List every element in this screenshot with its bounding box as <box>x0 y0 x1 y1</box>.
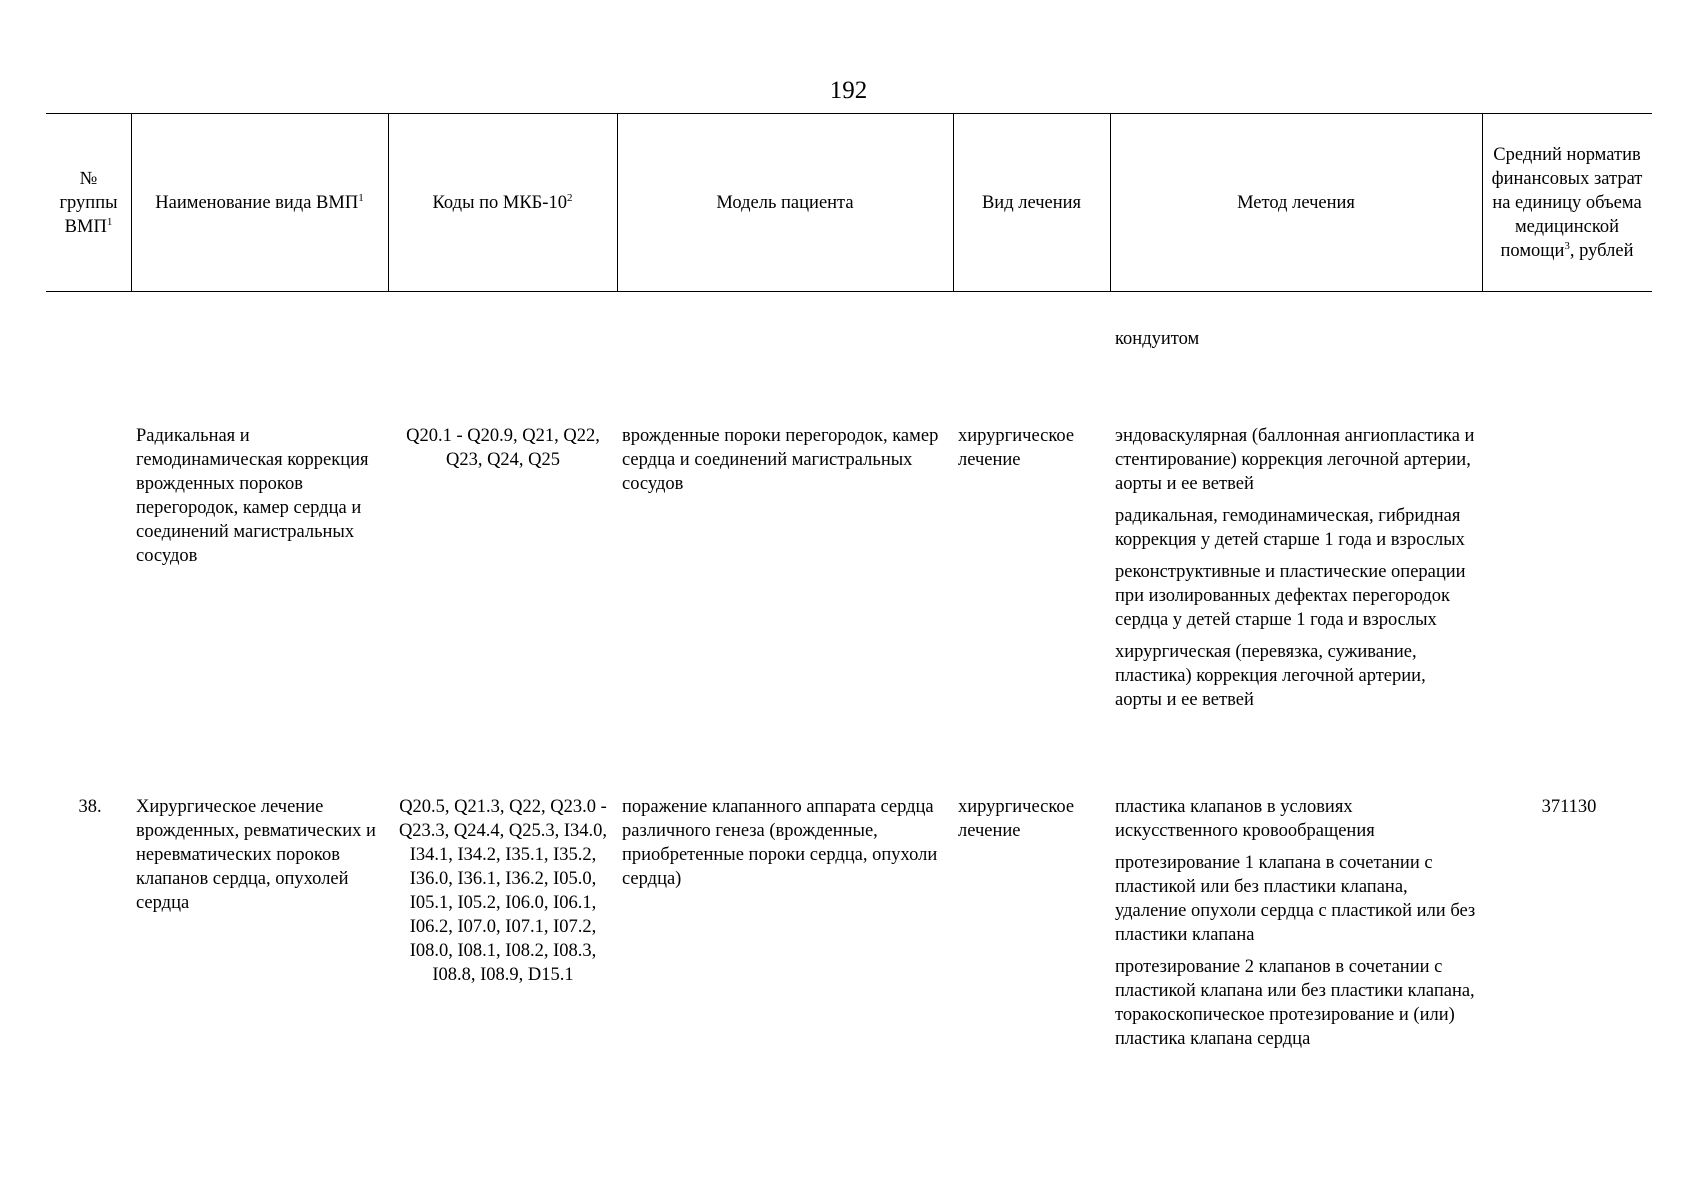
method-item: протезирование 1 клапана в сочетании с пластикой или без пластики клапана, удаление опухоли сердца с пластикой или без пластики клапана <box>1115 853 1476 945</box>
header-treatment-method: Метод лечения <box>1237 192 1355 213</box>
header-group-no: № группы ВМП$^1$ <box>59 168 118 237</box>
carryover-method: кондуитом <box>1115 329 1200 349</box>
row-treatment-type: хирургическое лечение <box>958 797 1075 841</box>
header-treatment-type: Вид лечения <box>981 192 1082 213</box>
page-number: 192 <box>829 77 868 104</box>
method-item: хирургическая (перевязка, суживание, пластика) коррекция легочной артерии, аорты и ее ветвей <box>1115 642 1426 710</box>
row-methods <box>1115 795 1477 1059</box>
method-item: радикальная, гемодинамическая, гибридная коррекция у детей старше 1 года и взрослых <box>1115 506 1465 550</box>
row-patient-model: врожденные пороки перегородок, камер сердца и соединений магистральных сосудов <box>622 426 939 494</box>
table-header <box>46 113 1652 292</box>
row-methods <box>1115 424 1477 720</box>
row-mkb-codes: Q20.5, Q21.3, Q22, Q23.0 - Q23.3, Q24.4, Q25.3, I34.0, I34.1, I34.2, I35.1, I35.2, I36.0, I36.1, I36.2, I05.0, I05.1, I05.2, I06.0, I06.1, I06.2, I07.0, I07.1, I07.2, I08.0, I08.1, I08.2, I08.3, I08.8, I08.9, D15.1 <box>398 797 608 985</box>
row-patient-model: поражение клапанного аппарата сердца различного генеза (врожденные, приобретенные пороки сердца, опухоли сердца) <box>622 797 938 889</box>
row-vmp-name: Радикальная и гемодинамическая коррекция врожденных пороков перегородок, камер сердца и соединений магистральных сосудов <box>136 426 369 566</box>
row-treatment-type: хирургическое лечение <box>958 426 1075 470</box>
row-mkb-codes: Q20.1 - Q20.9, Q21, Q22, Q23, Q24, Q25 <box>406 426 600 470</box>
header-cost: Средний норматив финансовых затрат на единицу объема медицинской помощи$^3$, рублей <box>1491 144 1643 261</box>
header-mkb-codes: Коды по МКБ-$10^2$ <box>432 191 573 213</box>
method-item: реконструктивные и пластические операции при изолированных дефектах перегородок сердца у детей старше 1 года и взрослых <box>1115 562 1466 630</box>
method-item: протезирование 2 клапанов в сочетании с пластикой клапана или без пластики клапана, торакоскопическое протезирование и (или) пластика клапана сердца <box>1115 957 1475 1049</box>
header-vmp-name: Наименование вида ВМП$^1$ <box>155 191 364 213</box>
row-number: 38. <box>78 797 102 817</box>
header-patient-model: Модель пациента <box>716 192 854 213</box>
row-cost: 371130 <box>1541 797 1597 817</box>
method-item: пластика клапанов в условиях искусственного кровообращения <box>1115 797 1375 841</box>
row-vmp-name: Хирургическое лечение врожденных, ревматических и неревматических пороков клапанов сердца, опухолей сердца <box>136 797 376 913</box>
method-item: эндоваскулярная (баллонная ангиопластика и стентирование) коррекция легочной артерии, аорты и ее ветвей <box>1115 426 1475 494</box>
